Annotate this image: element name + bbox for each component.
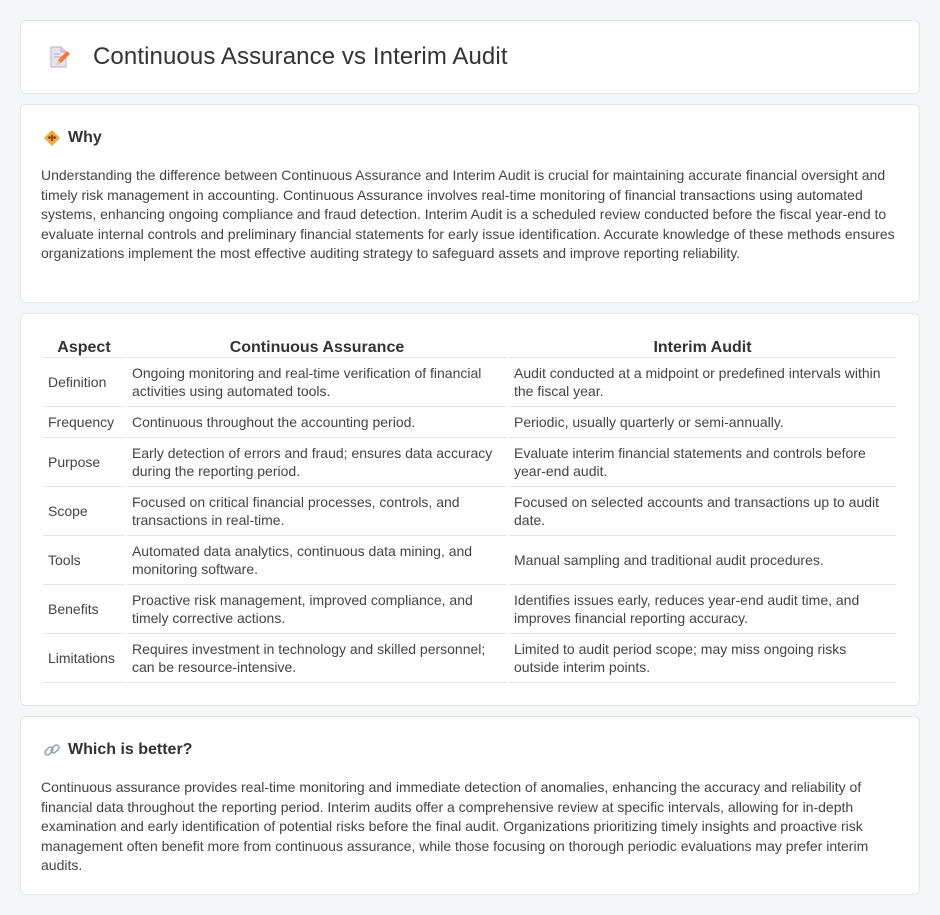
row-aspect: Scope <box>43 487 125 536</box>
row-interim-audit: Focused on selected accounts and transactions up to audit date. <box>509 487 896 536</box>
header <box>21 21 919 93</box>
warning-diamond-icon <box>43 129 61 147</box>
table-row <box>43 438 896 487</box>
table-row <box>43 407 896 438</box>
row-interim-audit: Periodic, usually quarterly or semi-annually. <box>509 407 896 438</box>
column-header-interim-audit: Interim Audit <box>509 336 896 358</box>
why-card <box>20 104 920 303</box>
row-aspect: Frequency <box>43 407 125 438</box>
document-pencil-icon <box>47 45 71 69</box>
row-aspect: Purpose <box>43 438 125 487</box>
row-interim-audit: Identifies issues early, reduces year-end audit time, and improves financial reporting accuracy. <box>509 585 896 634</box>
row-interim-audit: Evaluate interim financial statements and controls before year-end audit. <box>509 438 896 487</box>
column-header-aspect: Aspect <box>43 336 125 358</box>
table-row <box>43 634 896 683</box>
row-continuous-assurance: Early detection of errors and fraud; ensures data accuracy during the reporting period. <box>127 438 507 487</box>
row-interim-audit: Manual sampling and traditional audit procedures. <box>509 536 896 585</box>
table-header-row <box>43 336 896 358</box>
column-header-continuous-assurance: Continuous Assurance <box>127 336 507 358</box>
why-heading: Why <box>68 129 102 146</box>
comparison-card <box>20 313 920 706</box>
row-continuous-assurance: Proactive risk management, improved compliance, and timely corrective actions. <box>127 585 507 634</box>
row-aspect: Benefits <box>43 585 125 634</box>
link-icon <box>43 741 61 759</box>
row-interim-audit: Limited to audit period scope; may miss ongoing risks outside interim points. <box>509 634 896 683</box>
why-text: Understanding the difference between Continuous Assurance and Interim Audit is crucial for maintaining accurate financial oversight and timely risk management in accounting. Continuous Assurance involves real-time monitoring of financial transactions using automated systems, enhancing ongoing compliance and fraud detection. Interim Audit is a scheduled review conducted before the fiscal year-end to evaluate internal controls and preliminary financial statements for early issue identification. Accurate knowledge of these methods ensures organizations implement the most effective auditing strategy to safeguard assets and improve reporting reliability. <box>41 167 895 261</box>
page-title: Continuous Assurance vs Interim Audit <box>93 43 508 70</box>
table-row <box>43 487 896 536</box>
row-aspect: Tools <box>43 536 125 585</box>
better-header <box>21 717 919 761</box>
why-header <box>21 105 919 149</box>
title-card <box>20 20 920 94</box>
which-is-better-card <box>20 716 920 895</box>
table-row <box>43 358 896 407</box>
row-continuous-assurance: Ongoing monitoring and real-time verification of financial activities using automated tools. <box>127 358 507 407</box>
table-row <box>43 585 896 634</box>
table-row <box>43 536 896 585</box>
better-text: Continuous assurance provides real-time monitoring and immediate detection of anomalies, enhancing the accuracy and reliability of financial data throughout the reporting period. Interim audits offer a comprehensive review at specific intervals, allowing for in-depth examination and early identification of potential risks before the final audit. Organizations prioritizing timely insights and proactive risk management often benefit more from continuous assurance, while those focusing on thorough periodic evaluations may prefer interim audits. <box>41 779 869 873</box>
row-continuous-assurance: Automated data analytics, continuous data mining, and monitoring software. <box>127 536 507 585</box>
better-heading: Which is better? <box>68 741 193 758</box>
row-continuous-assurance: Requires investment in technology and skilled personnel; can be resource-intensive. <box>127 634 507 683</box>
row-continuous-assurance: Focused on critical financial processes, controls, and transactions in real-time. <box>127 487 507 536</box>
row-interim-audit: Audit conducted at a midpoint or predefined intervals within the fiscal year. <box>509 358 896 407</box>
comparison-table <box>41 336 898 683</box>
row-continuous-assurance: Continuous throughout the accounting period. <box>127 407 507 438</box>
row-aspect: Limitations <box>43 634 125 683</box>
row-aspect: Definition <box>43 358 125 407</box>
